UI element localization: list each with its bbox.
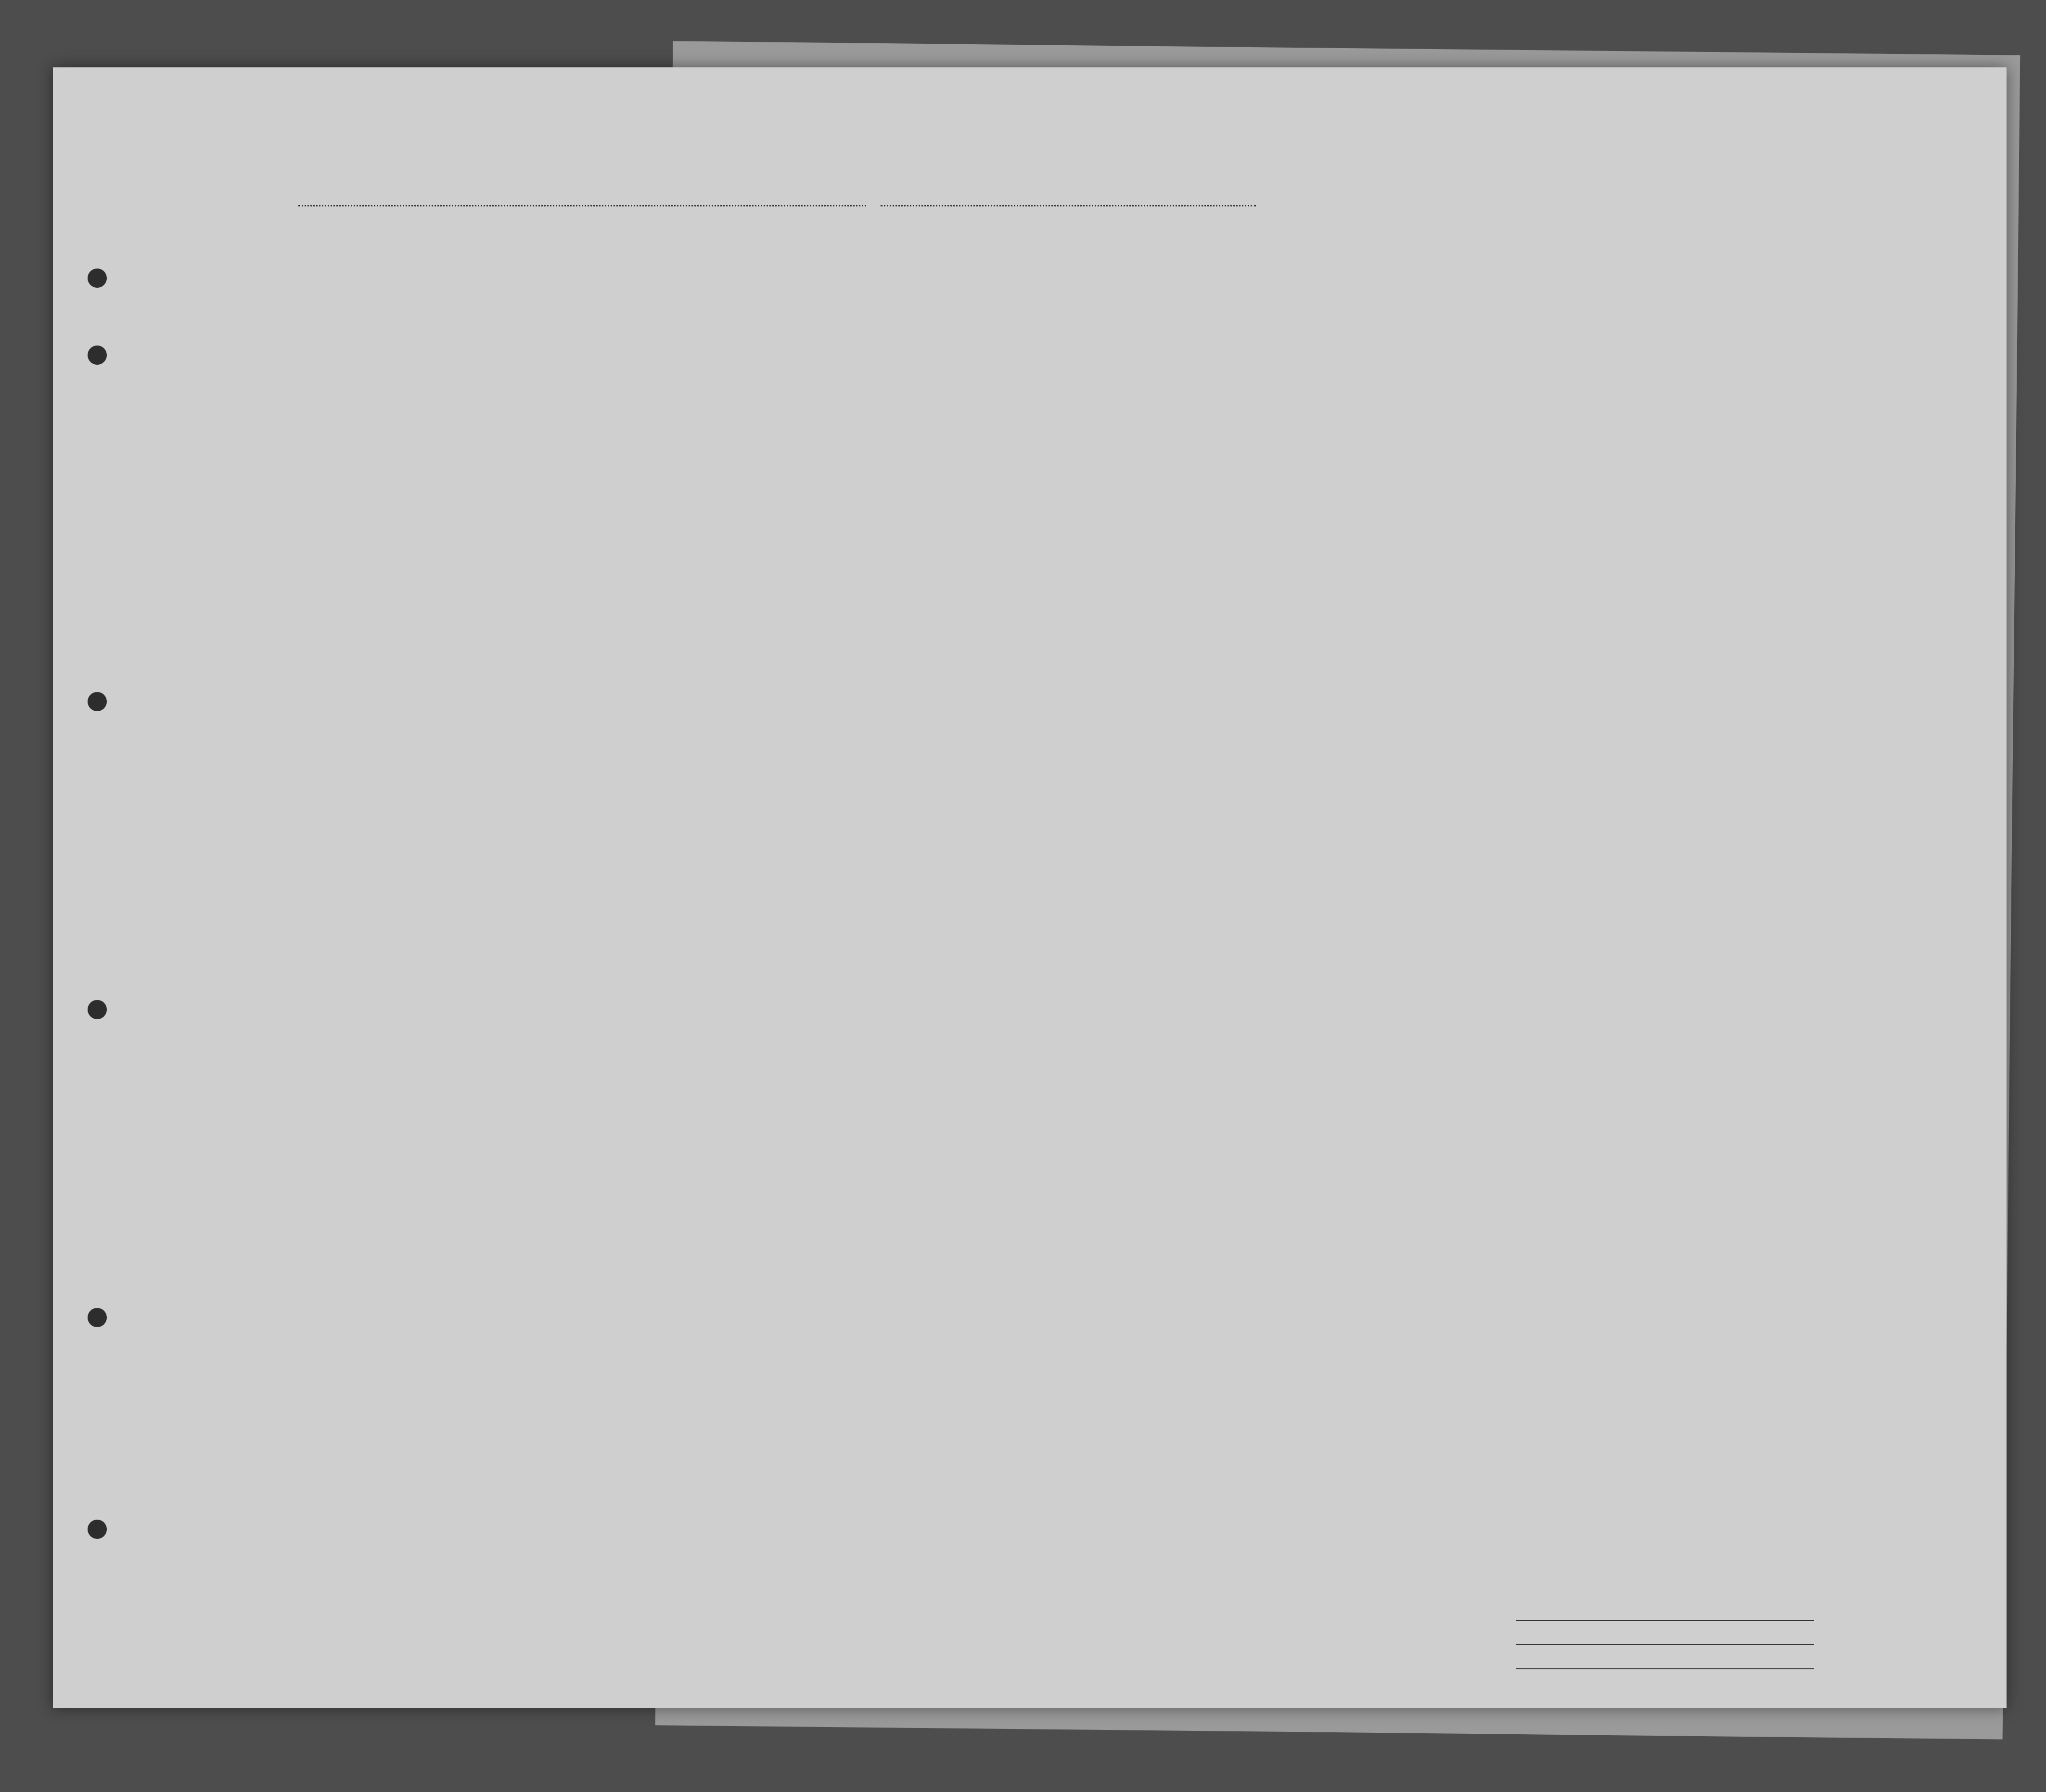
- header-anarchist: [1369, 332, 1388, 452]
- binder-hole: [88, 1000, 107, 1019]
- header-ticket: [596, 332, 625, 452]
- owners-field: [1511, 1635, 1814, 1649]
- line-field: [1511, 1611, 1814, 1625]
- list-number-box: [1911, 43, 1926, 115]
- binder-hole: [88, 1520, 107, 1539]
- header-feet: [1655, 414, 1670, 452]
- port-field: [298, 183, 866, 206]
- header-excluded: [1486, 332, 1505, 452]
- binder-hole: [88, 1308, 107, 1327]
- header-deported: [1510, 332, 1529, 452]
- local-agents-field: [1511, 1659, 1814, 1673]
- date-field: [881, 183, 1256, 206]
- header-prison: [1311, 332, 1335, 452]
- binder-hole: [88, 692, 107, 711]
- binder-hole: [88, 269, 107, 288]
- header-overthrow: [1393, 332, 1436, 452]
- header-inches: [1679, 414, 1694, 452]
- manifest-sheet: [53, 67, 2007, 1708]
- header-possession-50: [724, 332, 748, 452]
- binder-hole: [88, 346, 107, 365]
- header-solicitation: [1444, 332, 1477, 452]
- header-polygamist: [1345, 332, 1364, 452]
